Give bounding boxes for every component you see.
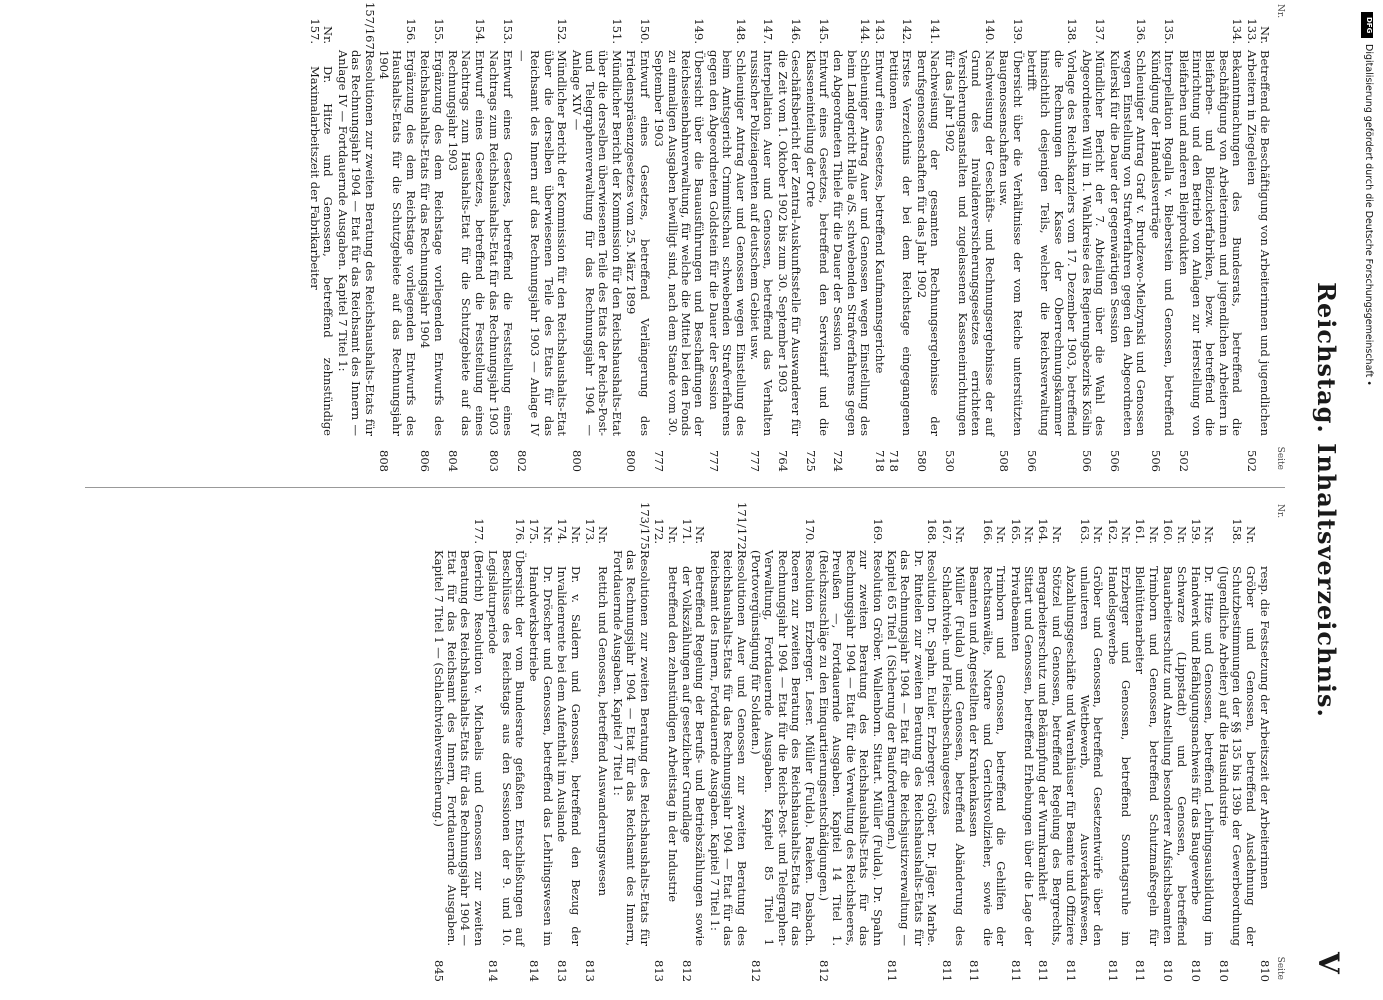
entry-title: Entwurf eines Gesetzes, betreffend die Feststellung eines Nachtrags zum Reichshaushalts-Etat für das Rechnungsjahr 1903 (487, 50, 515, 436)
entry-title: Erstes Verzeichnis der bei dem Reichstage eingegangenen Petitionen (887, 50, 915, 436)
entry-page: 803 (487, 450, 502, 472)
toc-entry (431, 502, 485, 982)
toc-entry (555, 502, 582, 982)
entry-page: 506 (1025, 450, 1040, 472)
entry-page: 718 (887, 450, 902, 472)
entry-title: Resolutionen zur zweiten Beratung des Reichshaushalts-Etats für das Rechnungsjahr 1904 — Etat für das Reichsamt des Innern, Fortdauernde Ausgaben. Kapitel 7 Titel 1: (610, 550, 652, 946)
toc-entry (652, 502, 679, 982)
toc-entry (775, 2, 802, 472)
entry-number: Nr. 164. (1036, 518, 1064, 544)
entry-number: 155. (431, 18, 446, 44)
entry-number: Nr. 171. (679, 518, 708, 544)
entry-title: Trimborn und Genossen, betreffend die Gehilfen der Rechtsanwälte, Notare und Gerichtsvollzieher, sowie die Beamten und Angestellten der Krankenkassen (967, 566, 1009, 946)
toc-entry (1161, 502, 1188, 982)
entry-title: Resolutionen zur zweiten Beratung des Reichshaushalts-Etats für das Rechnungsjahr 1904 — Etat für das Reichsamt des Innern — Anlage IV — Fortdauernde Ausgaben. Kapitel 7 Titel 1: (335, 50, 377, 436)
entry-title: Interpellation Auer und Genossen, betreffend das Verhalten russischer Polizeiagenten auf deutschem Gebiet usw. (747, 50, 776, 436)
entry-title: Übersicht der vom Bundesrate gefaßten Entschließungen auf Beschlüsse des Reichstags aus den Sessionen der 9. und 10. Legislaturperiode (486, 550, 528, 946)
toc-entry (1176, 2, 1243, 472)
toc-entry (817, 502, 884, 982)
entry-title: Übersicht über die Bauausführungen und Beschaffungen der Reichseisenbahnverwaltung, für welche die Mittel bei den Fonds zu einmaligen Ausgaben bewilligt sind, nach dem Stande vom 30. September 1903 (652, 50, 707, 436)
toc-entry (1064, 502, 1104, 982)
entry-title: Geschäftsbericht der Zentral-Auskunftsstelle für Auswanderer für die Zeit vom 1. Oktober 1902 bis zum 30. September 1903 (775, 50, 804, 436)
entry-title: Resolution Erzberger. Leser. Müller (Fulda). Raeken. Dasbach. Roeren zur zweiten Beratung des Reichshaushalts-Etats für das Rechnungsjahr 1904 — Etat für die Reichs-Post- und Telegraphen-Verwaltung, Fortdauernde Ausgaben. Kapitel 85 Titel 1 (Portovergünstigung für Soldaten.) (748, 550, 817, 946)
entry-title: Vorlage des Reichskanzlers vom 17. Dezember 1903, betreffend die Rechnungen der Kasse der Oberrechnungskammer hinsichtlich desjenigen Teils, welcher die Reichsverwaltung betrifft (1025, 50, 1080, 436)
page-title: Reichstag. Inhaltsverzeichnis. (1312, 282, 1341, 718)
entry-title: Schleuniger Antrag Graf v. Brudzewo-Mielzynski und Genossen wegen Einstellung von Strafverfahren gegen den Abgeordneten Kulerski für die Dauer der gegenwärtigen Session (1107, 50, 1149, 436)
entry-title: Sittart und Genossen, betreffend Erhebungen über die Lage der Privatbeamten (1008, 566, 1037, 946)
entry-title: resp. die Festsetzung der Arbeitszeit der Arbeiterinnen (1258, 566, 1272, 890)
entry-number: 135. (1162, 18, 1177, 44)
entry-page: 810 (1188, 960, 1203, 982)
entry-page: 725 (803, 450, 818, 472)
entry-page: 806 (418, 450, 433, 472)
entry-number: Nr. 163. (1077, 518, 1106, 544)
toc-entry (749, 502, 816, 982)
entry-number: 154. (472, 18, 487, 44)
entry-page: 811 (1064, 960, 1079, 982)
entry-number: Nr. 158. (1230, 518, 1258, 544)
entry-title: Dr. Hitze und Genossen, betreffend zehnstündige Maximalarbeitszeit der Fabrikarbeiter (307, 66, 336, 436)
entry-page: 812 (679, 960, 694, 982)
entry-number: 177. (471, 518, 486, 544)
entry-number: 134. (1230, 18, 1245, 44)
entry-number: Nr. 133. (1244, 18, 1272, 44)
column-divider (85, 487, 1285, 488)
entry-page: 814 (486, 960, 501, 982)
entry-title: Müller (Fulda) und Genossen, betreffend Abänderung des Schlachtvieh- und Fleischbeschaugesetzes (939, 566, 968, 946)
entry-title: Schwarze (Lippstadt) und Genossen, betreffend Bauarbeiterschutz und Anstellung besonderer Aufsichtsbeamten (1161, 566, 1189, 946)
toc-entry (1189, 502, 1216, 982)
entry-title: Stötzel und Genossen, betreffend Regelung des Bergrechts, Bergarbeiterschutz und Bekämpfung der Wurmkrankheit (1036, 566, 1064, 946)
column-header (1271, 2, 1285, 472)
toc-entry (1133, 502, 1160, 982)
toc-entry (967, 502, 1007, 982)
entry-number: 142. (900, 18, 915, 44)
toc-entry (1079, 2, 1106, 472)
entry-number: 153. (500, 18, 515, 44)
entry-number: 146. (789, 18, 804, 44)
entry-title: Schleuniger Antrag Auer und Genossen wegen Einstellung des beim Amtsgericht Crimmitschau schwebenden Strafverfahrens gegen den Abgeordneten Goldstein für die Dauer der Session (706, 50, 748, 436)
entry-number (1258, 502, 1271, 550)
entry-title: (Bericht) Resolution v. Michaelis und Genossen zur zweiten Beratung des Reichshaushalts-Etats für das Rechnungsjahr 1904 — Etat für das Reichsamt des Innern, Fortdauernde Ausgaben. Kapitel 7 Titel 1 — (Schlachtviehversicherung.) (431, 550, 486, 946)
toc-entry (1105, 502, 1132, 982)
entry-page: 811 (885, 960, 900, 982)
toc-entry (527, 502, 554, 982)
toc-entry (885, 502, 939, 982)
entry-title: Bekanntmachungen des Bundesrats, betreffend die Beschäftigung von Arbeiterinnen und jugendlichen Arbeitern in Bleifarben- und Bleizuckerfabriken, bezw. betreffend die Einrichtung und den Betrieb von Anlagen zur Herstellung von Bleifarben und anderen Bleiprodukten (1176, 50, 1245, 436)
toc-list-left (308, 2, 1271, 472)
entry-number: 156. (403, 18, 418, 44)
entry-title: Interpellation Rogalla v. Bieberstein und Genossen, betreffend Kündigung der Handelsverträge (1148, 50, 1177, 436)
entry-title: Dr. Dröscher und Genossen, betreffend das Lehrlingswesen im Handwerksbetriebe (527, 566, 555, 946)
entry-title: Resolutionen Auer und Genossen zur zweiten Beratung des Reichshaushalts-Etats für das Rechnungsjahr 1904 — Etat für das Reichsamt des Innern, Fortdauernde Ausgaben. Kapitel 7 Titel 1: (707, 550, 749, 946)
rotated-page-content (45, 2, 1345, 998)
entry-page: 811 (1008, 960, 1023, 982)
entry-page: 811 (1133, 960, 1148, 982)
entry-number: 139. (1010, 18, 1025, 44)
toc-entry (377, 2, 417, 472)
toc-entry (652, 2, 706, 472)
entry-page: 777 (706, 450, 721, 472)
toc-entry (942, 2, 996, 472)
entry-title: Gröber und Genossen, betreffend Gesetzentwürfe über den unlauteren Wettbewerb, Ausverkaufswesen, Abzahlungsgeschäfte und Warenhäuser für Beamte und Offiziere (1064, 566, 1106, 946)
entry-title: Nachweisung der Geschäfts- und Rechnungsergebnisse der auf Grund des Invalidenversicherungsgesetzes errichteten Versicherungsanstalten und zugelassenen Kasseneinrichtungen für das Jahr 1902 (942, 50, 997, 436)
toc-entry (803, 2, 830, 472)
entry-title: Resolution Gröber. Wallenborn. Sittart. Müller (Fulda). Dr. Spahn zur zweiten Beratung des Reichshaushalts-Etats für das Rechnungsjahr 1904 — Etat für die Verwaltung des Reichsheeres, Preußen —, Fortdauernde Ausgaben. Kapitel 14 Titel 1. (Reichszuschläge zu den Einquartierungsentschädigungen.) (817, 550, 885, 946)
toc-entry (872, 2, 885, 472)
toc-entry (446, 2, 486, 472)
entry-title: Entwurf eines Gesetzes, betreffend den Servistarif und die Klasseneinteilung der Orte (803, 50, 831, 436)
entry-page: 802 (515, 450, 530, 472)
toc-entry (515, 2, 569, 472)
entry-title: Schleuniger Antrag Auer und Genossen wegen Einstellung des beim Landgericht Halle a/S. schwebenden Strafverfahrens gegen den Abgeordneten Thiele für die Dauer der Session (831, 50, 873, 436)
toc-entry (1216, 502, 1256, 982)
entry-page: 580 (914, 450, 929, 472)
entry-number: Nr. 159. (1188, 518, 1217, 544)
entry-page: 502 (1244, 450, 1259, 472)
entry-page: 812 (817, 960, 831, 982)
entry-number: 147. (761, 18, 776, 44)
entry-number: Nr. 167. (939, 518, 968, 544)
entry-title: Betreffend die Beschäftigung von Arbeiterinnen und jugendlichen Arbeitern in Ziegeleien (1244, 50, 1272, 436)
column-page-label: Seite (1275, 446, 1285, 470)
entry-title: Betreffend den zehnstündigen Arbeitstag in der Industrie (665, 566, 680, 903)
entry-page: 810 (1216, 960, 1231, 982)
toc-entry (569, 2, 623, 472)
entry-page: 811 (1036, 960, 1051, 982)
entry-page: 800 (569, 450, 584, 472)
toc-entry (1025, 2, 1079, 472)
toc-entry (831, 2, 871, 472)
entry-title: Dr. Hitze und Genossen, betreffend Lehrlingsausbildung im Handwerk und Befähigungsnachweis für das Baugewerbe (1188, 566, 1217, 946)
entry-number: 168. (925, 518, 940, 544)
entry-number: 138. (1065, 18, 1080, 44)
entry-number: Nr. 165. (1008, 518, 1037, 544)
entry-page: 811 (967, 960, 982, 982)
entry-number: 150. (637, 18, 652, 44)
entry-number: Nr. 172. (652, 518, 680, 544)
entry-number: Nr. 175. (527, 518, 555, 544)
entry-number: 145. (817, 18, 831, 44)
entry-title: Entwurf eines Gesetzes, betreffend die Feststellung eines Nachtrags zum Haushalts-Etat für die Schutzgebiete auf das Rechnungsjahr 1903 (446, 50, 487, 436)
entry-title: Ergänzung des dem Reichstage vorliegenden Entwurfs des Haushalts-Etats für die Schutzgebiete auf das Rechnungsjahr 1904 (377, 50, 418, 436)
toc-entry (939, 502, 966, 982)
entry-page: 813 (652, 960, 667, 982)
entry-page: 800 (624, 450, 639, 472)
entry-page: 810 (1258, 960, 1272, 982)
entry-title: Rettich und Genossen, betreffend Auswanderungswesen (596, 566, 611, 897)
entry-number: 143. (872, 18, 887, 44)
entry-title: Mündlicher Bericht der Kommission für den Reichshaushalts-Etat über die derselben überwiesenen Teile des Etats der Reichs-Post- und Telegraphenverwaltung für das Rechnungsjahr 1904 — Anlage XIV — (569, 50, 624, 436)
entry-title: Entwurf eines Gesetzes, betreffend Verlängerung des Friedenspräsenzgesetzes vom 25. März 1899 (624, 50, 652, 436)
entry-page: 724 (831, 450, 846, 472)
entry-number: 137. (1093, 18, 1108, 44)
entry-number: Nr. 161. (1133, 518, 1161, 544)
entry-page: 718 (872, 450, 887, 472)
entry-page: 813 (555, 960, 570, 982)
entry-page: 811 (939, 960, 954, 982)
entry-number: Nr. 166. (980, 518, 1009, 544)
toc-entry (914, 2, 941, 472)
entry-page: 845 (431, 960, 446, 982)
entry-title: Trimborn und Genossen, betreffend Schutzmaßregeln für Bleihüttenarbeiter (1133, 566, 1161, 946)
toc-list-right (431, 502, 1271, 982)
toc-entry (1107, 2, 1147, 472)
entry-number: 152. (555, 18, 570, 44)
entry-number: 169. (870, 518, 885, 544)
toc-column-left (57, 2, 1285, 472)
entry-page: 811 (1105, 960, 1120, 982)
entry-title: Übersicht über die Verhältnisse der vom Reiche unterstützten Baugenossenschaften usw. (997, 50, 1025, 436)
entry-number: 157/167. (362, 2, 377, 54)
entry-page: 814 (527, 960, 542, 982)
entry-number: Nr. 157. (307, 18, 336, 44)
entry-page: 530 (942, 450, 957, 472)
dfg-logo: DFG (1361, 12, 1373, 38)
entry-page: 812 (748, 960, 763, 982)
column-header (1271, 502, 1285, 982)
entry-title: Resolution Dr. Spahn. Euler. Erzberger. Gröber. Dr. Jäger. Marbe. Dr. Rintelen zur zweiten Beratung des Reichshaushalts-Etats für das Rechnungsjahr 1904 — Etat für die Reichsjustizverwaltung — Kapitel 65 Titel 1 (Sicherung der Bauforderungen.) (885, 550, 940, 946)
entry-page: 810 (1161, 960, 1176, 982)
toc-entry (1258, 502, 1271, 982)
entry-page: 506 (1107, 450, 1122, 472)
entry-number: 176. (513, 518, 528, 544)
entry-number: Nr. 173. (583, 518, 611, 544)
entry-page: 777 (652, 450, 667, 472)
entry-page: 813 (583, 960, 598, 982)
digitization-credit: Digitalisierung gefördert durch die Deutsche Forschungsgemeinschaft • (1363, 44, 1374, 386)
entry-number: Nr. 174. (555, 518, 583, 544)
entry-page: 506 (1079, 450, 1094, 472)
toc-entry (1244, 2, 1271, 472)
entry-number: 170. (802, 518, 817, 544)
toc-entry (418, 2, 445, 472)
toc-entry (308, 2, 335, 472)
entry-title: Nachweisung der gesamten Rechnungsergebnisse der Berufsgenossenschaften für das Jahr 1902 (914, 50, 943, 436)
page-number: V (1312, 952, 1345, 974)
column-number-label: Nr. (1275, 4, 1285, 19)
toc-entry (706, 2, 746, 472)
entry-page: 502 (1176, 450, 1191, 472)
entry-number: 173/175. (637, 502, 652, 554)
entry-number: 136. (1134, 18, 1149, 44)
toc-entry (707, 502, 747, 982)
entry-number: 144. (858, 18, 873, 44)
toc-entry (583, 502, 610, 982)
toc-entry (887, 2, 914, 472)
toc-entry (748, 2, 775, 472)
entry-number: 141. (928, 18, 943, 44)
entry-title: Erzberger und Genossen, betreffend Sonntagsruhe im Handelsgewerbe (1105, 566, 1133, 946)
entry-title: Entwurf eines Gesetzes, betreffend Kaufmannsgerichte (872, 50, 887, 374)
toc-entry (1148, 2, 1175, 472)
entry-title: Mündlicher Bericht der 7. Abteilung über die Wahl des Abgeordneten Will im 1. Wahlkreise des Regierungsbezirks Köslin (1079, 50, 1108, 436)
entry-page: 804 (446, 450, 461, 472)
toc-entry (1008, 502, 1035, 982)
entry-title: Gröber und Genossen, betreffend Ausdehnung der Schutzbestimmungen der §§ 135 bis 139b der Gewerbeordnung (Jugendliche Arbeiter) auf die Hausindustrie (1216, 566, 1258, 946)
toc-entry (997, 2, 1024, 472)
entry-page: 506 (1148, 450, 1163, 472)
entry-number: Nr. 162. (1105, 518, 1133, 544)
entry-number: Nr. 160. (1161, 518, 1189, 544)
toc-entry (335, 2, 375, 472)
entry-number: 148. (733, 18, 748, 44)
column-page-label: Seite (1275, 956, 1285, 980)
entry-page: 508 (997, 450, 1012, 472)
toc-entry (486, 502, 526, 982)
toc-entry (624, 2, 651, 472)
toc-column-right (57, 502, 1285, 982)
entry-title: Dr. v. Saldern und Genossen, betreffend den Bezug der Invalidenrente bei dem Aufenthalt im Auslande (555, 566, 583, 946)
entry-page: 764 (775, 450, 790, 472)
toc-entry (487, 2, 514, 472)
entry-number: 149. (692, 18, 707, 44)
entry-number: 151. (609, 18, 624, 44)
entry-title: Betreffend Regelung der Berufs- und Betriebszählungen sowie der Volkszählungen auf gesetzlicher Grundlage (679, 566, 708, 946)
entry-page: 808 (377, 450, 391, 472)
entry-number: 171/172. (734, 502, 749, 554)
entry-title: Mündlicher Bericht der Kommission für den Reichshaushalts-Etat über die derselben überwiesenen Teile des Etats für das Reichsamt des Innern auf das Rechnungsjahr 1903 — Anlage IV — (515, 50, 570, 436)
toc-entry (680, 502, 707, 982)
toc-entry (1036, 502, 1063, 982)
column-number-label: Nr. (1275, 504, 1285, 519)
entry-page: 777 (747, 450, 762, 472)
entry-number: 140. (982, 18, 997, 44)
entry-title: Ergänzung des dem Reichstage vorliegenden Entwurfs des Reichshaushalts-Etats für das Rechnungsjahr 1904 (418, 50, 446, 436)
toc-entry (611, 502, 651, 982)
